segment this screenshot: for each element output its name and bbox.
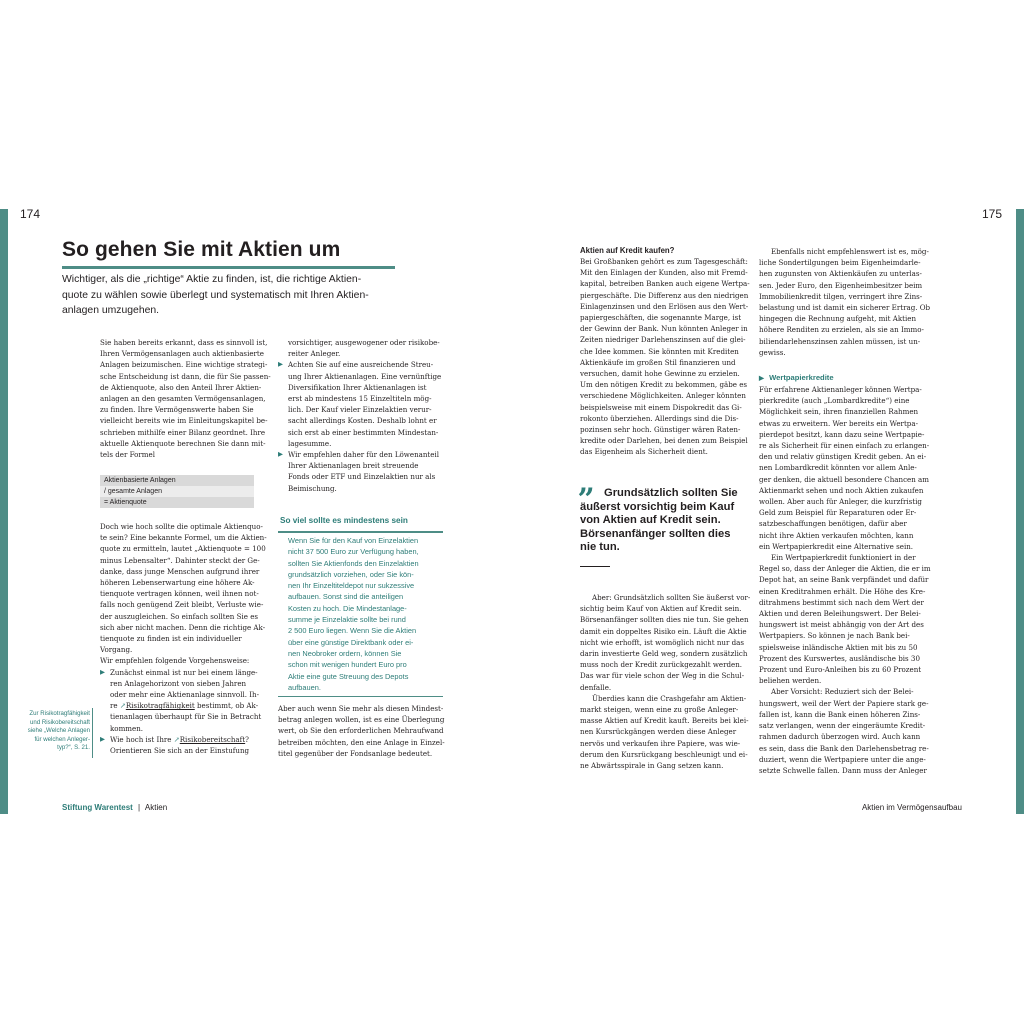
text-line: nicht wie erhofft, ist womöglich nicht nur das — [580, 637, 745, 647]
text-line: gewiss. — [759, 347, 786, 357]
bullet-triangle-icon: ▶ — [100, 734, 105, 743]
quote-rule — [580, 566, 610, 567]
text-fragment: bestimmt, ob Ak- — [194, 701, 259, 711]
title-underline — [62, 266, 395, 269]
footer-right: Aktien im Vermögensaufbau — [861, 803, 962, 812]
text-line: ditrahmens bestimmt sich nach dem Wert der — [759, 597, 924, 607]
text-line: schon mit wenigen hundert Euro pro — [288, 660, 407, 670]
text-line: es sein, dass die Bank den Darlehensbetrag re- — [759, 743, 929, 753]
text-line: Wir empfehlen folgende Vorgehensweise: — [100, 656, 250, 666]
right-edge-bar — [1016, 209, 1024, 814]
formula-numerator: Aktienbasierte Anlagen — [100, 475, 254, 486]
text-line: Doch wie hoch sollte die optimale Aktienquo- — [100, 522, 263, 531]
text-line: kapital, betreiben Banken auch eigene Wertpa- — [580, 279, 750, 289]
text-line: aufbauen. — [288, 682, 321, 692]
quote-line: Grundsätzlich sollten Sie — [604, 487, 738, 499]
note-line: für welchen Anleger- — [34, 735, 90, 743]
text-line: betrag anlegen wollen, ist es eine Überlegung — [278, 715, 445, 725]
left-edge-bar — [0, 209, 8, 814]
text-line: aktuelle Aktienquote berechnen Sie dann mit- — [100, 438, 266, 448]
quote-line: Börsenanfänger sollten dies — [580, 527, 731, 540]
text-line: anlagen an den gesamten Vermögensanlagen, — [100, 394, 266, 404]
text-line: de Aktienquote, also den Anteil Ihrer Aktien- — [100, 382, 262, 392]
text-line: Geld zum Beispiel für Reparaturen oder Er- — [759, 508, 917, 518]
text-line: nen Kursrückgängen werden diese Anleger — [580, 727, 737, 737]
text-line: verschiedene Möglichkeiten. Anleger könnten — [580, 391, 746, 401]
note-line: siehe „Welche Anlagen — [27, 727, 90, 735]
column-4-top — [759, 246, 931, 358]
text-line: sen. Jeder Euro, den Eigenheimbesitzer beim — [759, 280, 923, 290]
text-line: Vorgang. — [100, 645, 133, 655]
text-line: falls noch genügend Zeit bleibt, Verluste wie- — [100, 600, 264, 610]
text-line: wert, ob Sie den erforderlichen Mehraufwand — [278, 726, 444, 736]
subheading-label: Wertpapierkredite — [769, 373, 834, 382]
text-line: Fonds oder ETF und Einzelaktien nur als — [288, 472, 436, 482]
text-line: liche Sondertilgungen beim Eigenheimdarle- — [759, 258, 921, 268]
text-line: duziert, wenn die Wertpapiere unter die ange- — [759, 754, 926, 764]
text-line: Beimischung. — [288, 483, 337, 493]
text-line: 2 500 Euro liegen. Wenn Sie die Aktien — [288, 626, 417, 636]
lead-paragraph — [62, 272, 412, 319]
text-line: Aber: Grundsätzlich sollten Sie äußerst vor- — [592, 593, 751, 602]
text-line: reiter Anleger. — [288, 349, 341, 359]
text-line: lagesumme. — [288, 438, 332, 448]
text-line: ein Wertpapierkredit eine Alternative sein. — [759, 541, 914, 551]
text-line — [110, 734, 266, 745]
text-line: Ebenfalls nicht empfehlenswert ist es, mög- — [771, 247, 929, 256]
text-line: ger denken, die aktuell besondere Chancen am — [759, 474, 930, 484]
text-line: te sein? Eine bekannte Formel, um die Aktien- — [100, 533, 267, 543]
text-line: hen zugunsten von Aktienkäufen zu unterlas- — [759, 269, 922, 279]
risikobereitschaft-link[interactable]: Risikobereitschaft — [179, 734, 246, 744]
text-line: ne Abwärtsspirale in Gang setzen kann. — [580, 761, 724, 771]
text-fragment: Wie hoch ist Ihre — [110, 734, 174, 744]
text-line: höheren Lebenserwartung eine höhere Ak- — [100, 578, 255, 588]
text-line: versuchen, damit hohe Gewinne zu erzielen. — [580, 369, 740, 379]
text-line: belastung und ist damit ein sicherer Ertrag. Ob — [759, 303, 931, 313]
text-line: betreiben möchten, den eine Anlage in Einzel- — [278, 737, 445, 747]
text-line: nicht ihre Aktien verkaufen möchten, kann — [759, 530, 914, 540]
text-line: höhere Renditen zu erzielen, als sie an Immo- — [759, 325, 924, 335]
list-item — [278, 449, 444, 494]
text-line: Immobilienkredit tilgen, verringert ihre Zins- — [759, 291, 923, 301]
text-line: nen Neobroker ordern, können Sie — [288, 648, 402, 658]
bullet-triangle-icon: ▶ — [278, 360, 283, 369]
list-item — [100, 734, 266, 756]
text-line: danke, dass junge Menschen aufgrund ihrer — [100, 566, 260, 576]
text-fragment: ? — [245, 734, 249, 744]
text-line — [110, 700, 266, 711]
text-line: re als Sicherheit für einen einfach zu erlangen- — [759, 441, 930, 451]
text-line: Ihren Vermögensanlagen auch aktienbasierte — [100, 349, 264, 359]
text-line: hungswert ist meist abhängig von der Art des — [759, 620, 924, 630]
text-line: das Eigenheim als Sicherheit dient. — [580, 447, 708, 457]
list-item — [100, 667, 266, 734]
text-line: tienquote zu finden ist ein individueller — [100, 634, 242, 644]
page-title: So gehen Sie mit Aktien um — [62, 238, 341, 261]
note-line: typ?“, S. 21. — [57, 744, 90, 752]
text-line: Börsenanfänger sollten dies nie tun. Sie gehen — [580, 615, 749, 625]
text-line: erst ab mindestens 15 Einzeltiteln mög- — [288, 394, 432, 404]
text-line: fallen ist, kann die Bank einen höheren Zins- — [759, 709, 921, 719]
text-line: setzte Schwelle fallen. Dann muss der Anleger — [759, 765, 927, 775]
note-line: Zur Risikotragfähigkeit — [29, 710, 90, 717]
column-3-bottom — [580, 592, 751, 771]
column-4-bottom — [759, 384, 931, 776]
text-line: titel gegenüber der Fondsanlage bedeutet. — [278, 748, 433, 758]
lead-line: anlagen umzugehen. — [62, 305, 160, 316]
text-line: pierkredite (auch „Lombardkredite“) eine — [759, 396, 910, 406]
page-number-right: 175 — [982, 207, 1003, 221]
text-line: schrieben mithilfe einer Bilanz geordnet. Ihre — [100, 427, 266, 437]
text-line: Überdies kann die Crashgefahr am Aktien- — [592, 693, 747, 703]
text-line: Kosten zu hoch. Die Mindestanlage- — [288, 603, 407, 613]
text-line: zu finden. Ihre Vermögenswerte haben Sie — [100, 405, 254, 415]
text-line: ung Ihrer Aktienanlagen. Eine vernünftige — [288, 371, 442, 381]
text-line: Diversifikation Ihrer Aktienanlagen ist — [288, 382, 427, 392]
text-line: Zunächst einmal ist nur bei einem länge- — [110, 667, 258, 677]
text-line: nervös und verkaufen ihre Papiere, was wie- — [580, 738, 741, 748]
text-line: ren Anlagehorizont von sieben Jahren — [110, 678, 247, 688]
quote-line: von Aktien auf Kredit sein. — [580, 514, 721, 526]
text-line: Prozent und Euro-Anleihen bis zu 60 Prozent — [759, 665, 922, 675]
text-line: vielleicht bereits wie im Einleitungskapitel be- — [100, 416, 268, 426]
text-line: Prozent des Kurswertes, ausländische bis 30 — [759, 653, 920, 663]
text-line: Wertpapiers. So können je nach Bank bei- — [759, 631, 910, 641]
bullet-triangle-icon: ▶ — [278, 450, 283, 459]
text-line: Depot hat, an seine Bank verpfändet und dafür — [759, 575, 929, 585]
text-line: den und relativ günstigen Kredit geben. An ei- — [759, 452, 927, 462]
text-line: summe je Einzelaktie sollte bei rund — [288, 615, 406, 625]
text-line: hingegen die Rechnung aufgeht, mit Aktien — [759, 314, 917, 324]
text-line: tienanlagen überhaupt für Sie in Betracht — [110, 712, 262, 722]
text-line: einen Kreditrahmen erhält. Die Höhe des Kre- — [759, 586, 926, 596]
margin-note-rule — [92, 708, 93, 758]
link-arrow-icon: ↗ — [173, 734, 180, 744]
text-line: rokonto überziehen. Allerdings sind die Dis- — [580, 413, 739, 423]
column-2-bottom — [278, 703, 444, 759]
text-line: oder mehr eine Aktienanlage sinnvoll. Ih- — [110, 690, 260, 700]
text-line: Orientieren Sie sich an der Einstufung — [110, 746, 250, 756]
text-line: Achten Sie auf eine ausreichende Streu- — [288, 360, 434, 370]
section-heading-kredit: Aktien auf Kredit kaufen? — [580, 246, 675, 255]
text-line: Wenn Sie für den Kauf von Einzelaktien — [288, 536, 419, 545]
text-line: muss noch der Kredit zurückgezahlt werden. — [580, 660, 743, 670]
text-line: Ein Wertpapierkredit funktioniert in der — [771, 553, 916, 563]
text-line: darin investierte Geld weg, sondern zusätzlich — [580, 649, 748, 659]
text-line: sichtig beim Kauf von Aktien auf Kredit sein. — [580, 604, 742, 614]
text-line: etwas zu erweitern. Wer bereits ein Wertpa- — [759, 418, 918, 428]
page-number-left: 174 — [20, 207, 41, 221]
text-line: Ihrer Aktienanlagen breit streuende — [288, 461, 419, 471]
text-line: Das war für viele schon der Weg in die Schul- — [580, 671, 745, 681]
text-line: pierdepot besitzt, kann dazu seine Wertpapie- — [759, 429, 925, 439]
footer-brand: Stiftung Warentest — [62, 803, 133, 812]
text-line: Bei Großbanken gehört es zum Tagesgeschäft: — [580, 257, 748, 266]
lead-line: quote zu wählen sowie überlegt und systematisch mit Ihren Aktien- — [62, 289, 369, 301]
text-line: damit ein doppeltes Risiko ein. Läuft die Aktie — [580, 626, 747, 636]
text-line: satzbeschaffungen benötigen, dafür aber — [759, 519, 907, 529]
footer-left — [62, 803, 167, 812]
text-line: Möglichkeit sein, ihren finanziellen Rahmen — [759, 407, 919, 417]
text-line: Einlagenzinsen und den Erlösen aus den Wert- — [580, 301, 749, 311]
infobox-heading: So viel sollte es mindestens sein — [280, 516, 408, 525]
text-line: Wir empfehlen daher für den Löwenanteil — [288, 450, 440, 460]
text-line: rahmen dadurch überzogen wird. Auch kann — [759, 732, 921, 742]
infobox-rule — [278, 531, 443, 533]
text-line: der auszugleichen. So einfach sollten Sie es — [100, 611, 259, 621]
bullet-triangle-icon: ▶ — [100, 667, 105, 676]
bullet-triangle-icon: ▶ — [759, 375, 764, 382]
text-line: vorsichtiger, ausgewogener oder risikobe- — [288, 338, 440, 347]
footer-separator: | — [138, 803, 141, 812]
formula-denominator: / gesamte Anlagen — [100, 486, 254, 497]
text-line: Zeiten niedriger Darlehenszinsen auf die glei- — [580, 335, 746, 345]
text-line: che Idee kommen. Sie könnten mit Krediten — [580, 346, 739, 356]
text-line: nen Ihr Einzeltiteldepot nur sukzessive — [288, 581, 415, 591]
formula-box — [100, 475, 254, 508]
list-item — [278, 359, 444, 449]
note-line: und Risikobereitschaft — [30, 718, 90, 726]
quote-line: äußerst vorsichtig beim Kauf — [580, 500, 735, 513]
text-line: wollen. Aber auch für Anleger, die kurzfristig — [759, 497, 922, 507]
text-line: über eine günstige Direktbank oder ei- — [288, 637, 414, 647]
text-line: Mit den Einlagen der Kunden, also mit Fremd- — [580, 268, 748, 278]
text-line: tels der Formel — [100, 450, 155, 460]
column-3-top — [580, 256, 750, 458]
margin-note — [14, 710, 90, 753]
quote-line: nie tun. — [580, 541, 620, 553]
text-line: nicht 37 500 Euro zur Verfügung haben, — [288, 547, 419, 557]
column-2-top — [278, 337, 444, 494]
text-line: Für erfahrene Aktienanleger können Wertpa- — [759, 385, 922, 394]
text-line: hungswert, weil der Wert der Papiere stark ge- — [759, 698, 929, 708]
text-line: Regel so, dass der Anleger die Aktien, die er im — [759, 564, 931, 574]
recommendation-list-cont — [278, 359, 444, 493]
infobox-text — [288, 535, 444, 693]
text-line: spielsweise inländische Aktien mit bis zu 50 — [759, 642, 918, 652]
text-line: minus Lebensalter“. Dahinter steckt der Ge- — [100, 555, 260, 565]
text-line: derum den Kursrückgang beschleunigt und ei- — [580, 749, 748, 759]
text-line: Aber Vorsicht: Reduziert sich der Belei- — [771, 687, 914, 697]
text-line: kredite oder Darlehen, bei denen zum Beispiel — [580, 436, 748, 446]
text-fragment: re — [110, 701, 120, 711]
text-line: Um den nötigen Kredit zu bekommen, gäbe es — [580, 380, 748, 390]
text-line: Aktien und deren Beleihungswert. Der Belei- — [759, 609, 921, 619]
text-line: sich aber nicht machen. Denn die richtige Ak- — [100, 622, 266, 632]
text-line: sacht allerdings Kosten. Deshalb lohnt er — [288, 416, 437, 426]
text-line: lich. Der Kauf vieler Einzelaktien verur- — [288, 405, 432, 415]
text-line: beispielsweise mit einem Dispokredit das Gi- — [580, 402, 742, 412]
link-arrow-icon: ↗ — [119, 701, 126, 711]
text-line: Aktie eine gute Streuung des Depots — [288, 671, 409, 681]
infobox-bottom-rule — [278, 696, 443, 697]
quote-mark-icon: „ — [578, 465, 596, 500]
text-line: denfalle. — [580, 682, 612, 692]
text-line: Aber auch wenn Sie mehr als diesen Mindest- — [278, 704, 444, 713]
text-line: satz verlangen, wenn der eingeräumte Kredit- — [759, 721, 926, 731]
column-1-main — [100, 521, 266, 756]
text-line: masse Aktien auf Kredit kauft. Bereits bei klei- — [580, 716, 749, 726]
text-line: aufbauen. Sonst sind die anteiligen — [288, 592, 404, 602]
text-line: sche Entscheidung ist dann, die für Sie passen- — [100, 371, 271, 381]
text-line: nen Lombardkredit könnten vor allem Anle- — [759, 463, 917, 473]
text-line: biliendarlehenszinsen zahlen müssen, ist un- — [759, 336, 921, 346]
subheading-wertpapierkredite — [759, 373, 834, 382]
text-line: pozinsen sehr hoch. Günstiger wären Raten- — [580, 425, 741, 435]
text-line: Anlagen beizumischen. Eine wichtige strategi- — [100, 360, 268, 370]
text-line: der Gewinn der Bank. Nun könnten Anleger in — [580, 324, 748, 334]
text-line: sich erst ab einer bestimmten Mindestan- — [288, 427, 439, 437]
lead-line: Wichtiger, als die „richtige“ Aktie zu finden, ist, die richtige Aktien- — [62, 274, 362, 285]
pull-quote — [580, 487, 750, 555]
text-line: Sie haben bereits erkannt, dass es sinnvoll ist, — [100, 338, 268, 347]
footer-section: Aktien — [144, 803, 168, 812]
text-line: Aktienkäufe im großen Stil finanzieren und — [580, 357, 736, 367]
text-line: piergeschäfte. Die Differenz aus den niedrigen — [580, 290, 749, 300]
text-line: grundsätzlich vorziehen, oder Sie kön- — [288, 569, 414, 579]
text-line: Aktienmarkt sehen und noch Aktien zukaufen — [759, 485, 924, 495]
text-line: papiergeschäften, die sogenannte Marge, ist — [580, 313, 742, 323]
column-1-intro — [100, 337, 271, 460]
risikotragfaehigkeit-link[interactable]: Risikotragfähigkeit — [125, 701, 195, 711]
formula-result: = Aktienquote — [100, 497, 254, 508]
text-line: markt steigen, wenn eine zu große Anleger- — [580, 705, 739, 715]
text-line: quote zu ermitteln, lautet „Aktienquote = 100 — [100, 544, 266, 554]
text-line: kommen. — [110, 723, 144, 733]
text-line: sollten Sie Aktienfonds den Einzelaktien — [288, 558, 419, 568]
text-line: beliehen werden. — [759, 676, 822, 686]
text-line: tienquote vertragen können, weil ihnen not- — [100, 589, 259, 599]
recommendation-list — [100, 667, 266, 757]
